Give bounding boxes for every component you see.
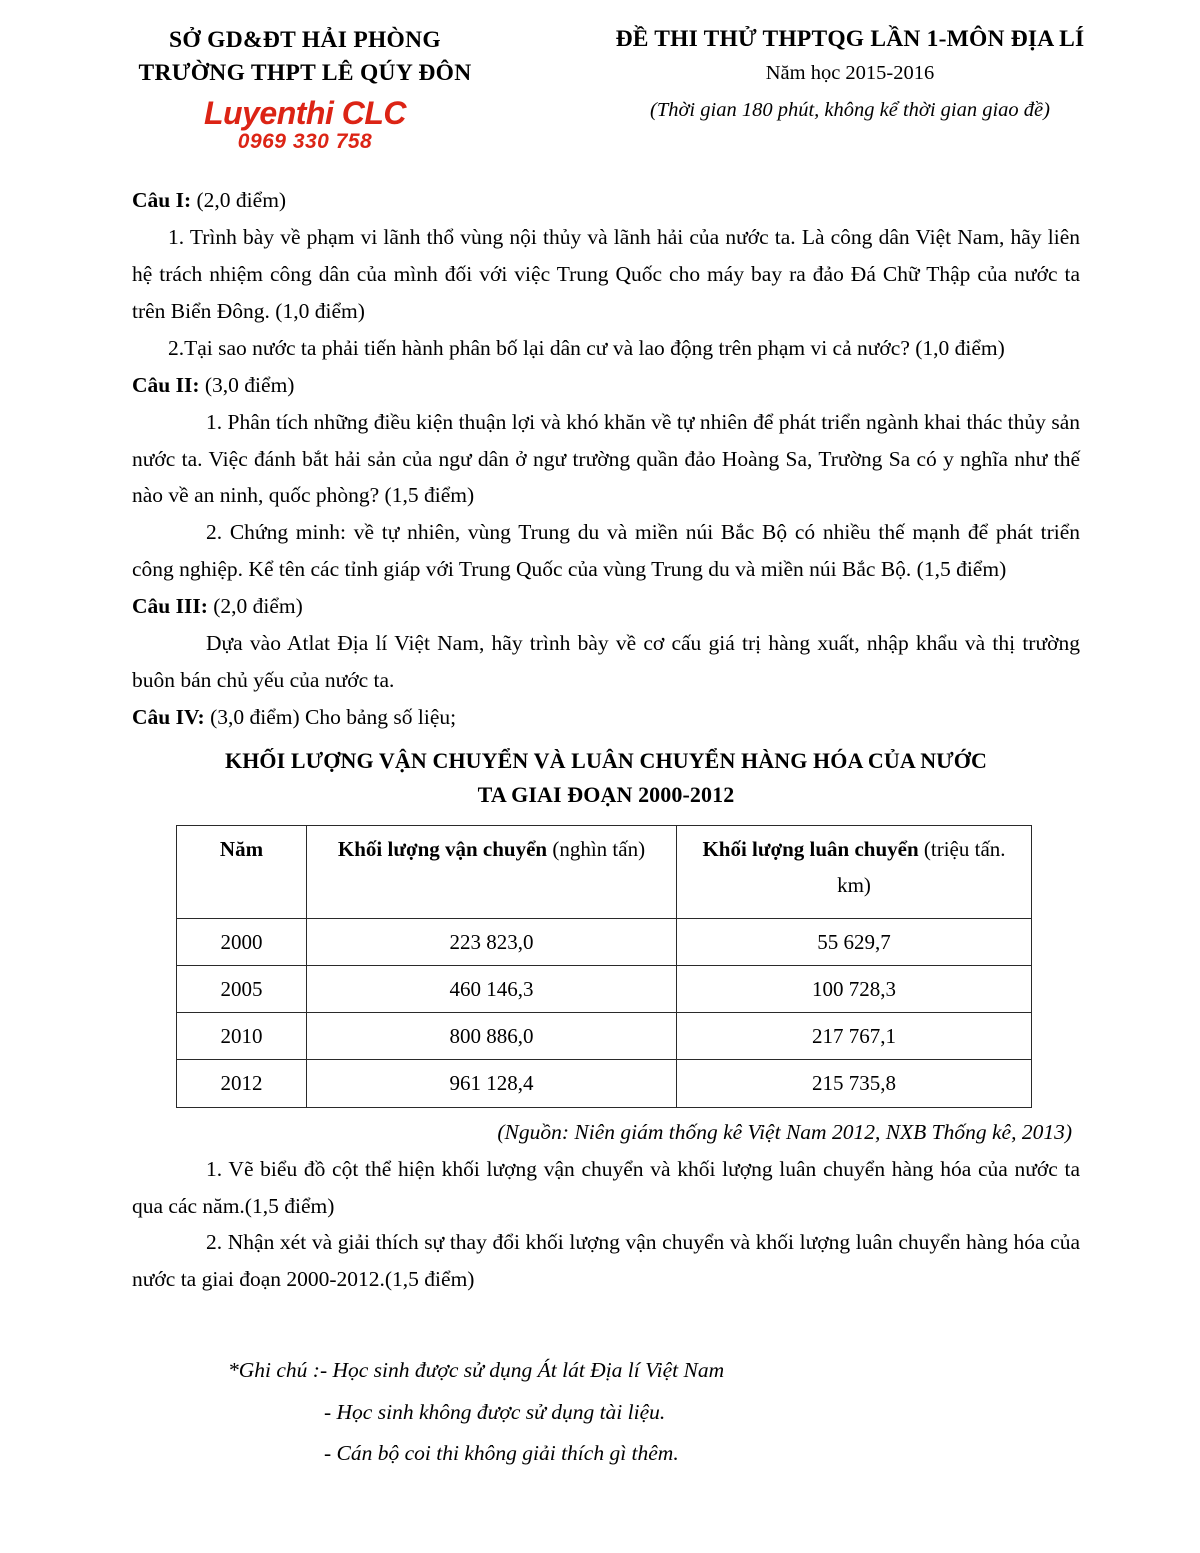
- cell-turnover: 215 735,8: [677, 1060, 1032, 1107]
- exam-title: ĐỀ THI THỬ THPTQG LẦN 1-MÔN ĐỊA LÍ: [615, 26, 1085, 52]
- question-2-points: (3,0 điểm): [199, 372, 295, 397]
- cell-transport: 460 146,3: [307, 966, 677, 1013]
- question-4-heading: [132, 699, 1080, 736]
- data-table-wrapper: [132, 825, 1080, 1107]
- data-table-title-line-1: KHỐI LƯỢNG VẬN CHUYỂN VÀ LUÂN CHUYỂN HÀNG HÓA CỦA NƯỚC: [225, 748, 987, 774]
- note-line-2: - Học sinh không được sử dụng tài liệu.: [324, 1399, 666, 1424]
- department-name: SỞ GD&ĐT HẢI PHÒNG: [169, 27, 441, 53]
- cell-transport: 800 886,0: [307, 1013, 677, 1060]
- table-row: [177, 966, 1032, 1013]
- header-right-block: [540, 24, 1160, 152]
- cell-turnover: 217 767,1: [677, 1013, 1032, 1060]
- question-3-heading: [132, 588, 1080, 625]
- luyenthi-clc-logo: [70, 94, 540, 153]
- cell-year: 2000: [177, 919, 307, 966]
- question-4-item-2: 2. Nhận xét và giải thích sự thay đổi khối lượng vận chuyển và khối lượng luân chuyển hàng hóa của nước ta giai đoạn 2000-2012.(1,5 điểm): [132, 1230, 1080, 1292]
- exam-duration: (Thời gian 180 phút, không kể thời gian giao đề): [650, 99, 1050, 121]
- note-line-3: - Cán bộ coi thi không giải thích gì thêm.: [324, 1440, 679, 1465]
- cell-transport: 223 823,0: [307, 919, 677, 966]
- header-left-block: [40, 24, 540, 152]
- column-header-year-text: Năm: [219, 837, 264, 862]
- school-name: TRƯỜNG THPT LÊ QÚY ĐÔN: [138, 60, 472, 87]
- question-1-points: (2,0 điểm): [191, 187, 287, 212]
- question-3-label: Câu III:: [132, 594, 208, 619]
- column-header-transport: [307, 826, 677, 919]
- question-1-item-2: 2.Tại sao nước ta phải tiến hành phân bố lại dân cư và lao động trên phạm vi cả nước? (1,0 điểm): [168, 335, 1005, 360]
- table-row: [177, 919, 1032, 966]
- question-2-label: Câu II:: [132, 372, 200, 397]
- cell-transport: 961 128,4: [307, 1060, 677, 1107]
- cell-year: 2005: [177, 966, 307, 1013]
- question-1-label: Câu I:: [132, 187, 192, 212]
- question-2-heading: [132, 367, 1080, 404]
- cell-year: 2012: [177, 1060, 307, 1107]
- logo-phone-number: 0969 330 758: [237, 129, 373, 153]
- column-header-transport-unit: (nghìn tấn): [547, 837, 646, 862]
- question-1-heading: [132, 182, 1080, 219]
- question-1-item-1: 1. Trình bày về phạm vi lãnh thổ vùng nội thủy và lãnh hải của nước ta. Là công dân Việt Nam, hãy liên hệ trách nhiệm công dân của mình đối với việc Trung Quốc cho máy bay ra đảo Đá Chữ Thập của nước ta trên Biển Đông. (1,0 điểm): [132, 224, 1080, 323]
- question-4-item-1: 1. Vẽ biểu đồ cột thể hiện khối lượng vận chuyển và khối lượng luân chuyển hàng hóa của nước ta qua các năm.(1,5 điểm): [132, 1156, 1080, 1218]
- question-3-item-1: Dựa vào Atlat Địa lí Việt Nam, hãy trình bày về cơ cấu giá trị hàng xuất, nhập khẩu và thị trường buôn bán chủ yếu của nước ta.: [132, 631, 1080, 693]
- table-row: [177, 1060, 1032, 1107]
- question-3-points: (2,0 điểm): [207, 594, 303, 619]
- cell-year: 2010: [177, 1013, 307, 1060]
- question-4-label: Câu IV:: [132, 705, 205, 730]
- school-year: Năm học 2015-2016: [765, 62, 935, 84]
- document-header: [0, 0, 1200, 152]
- exam-notes: [132, 1350, 1080, 1474]
- question-4-points: (3,0 điểm) Cho bảng số liệu;: [204, 705, 457, 730]
- table-header-row: [177, 826, 1032, 919]
- table-row: [177, 1013, 1032, 1060]
- logo-wordmark: Luyenthi CLC: [204, 94, 406, 131]
- data-table-title: [132, 744, 1080, 811]
- data-table-title-line-2: TA GIAI ĐOẠN 2000-2012: [477, 781, 735, 807]
- cell-turnover: 55 629,7: [677, 919, 1032, 966]
- note-line-1: *Ghi chú :- Học sinh được sử dụng Át lát Địa lí Việt Nam: [228, 1358, 725, 1383]
- column-header-transport-bold: Khối lượng vận chuyển: [337, 837, 548, 862]
- freight-data-table: [176, 825, 1032, 1107]
- question-2-item-1: 1. Phân tích những điều kiện thuận lợi và khó khăn về tự nhiên để phát triển ngành khai thác thủy sản nước ta. Việc đánh bắt hải sản của ngư dân ở ngư trường quần đảo Hoàng Sa, Trường Sa có y nghĩa như thế nào về an ninh, quốc phòng? (1,5 điểm): [132, 409, 1080, 508]
- table-source-note: (Nguồn: Niên giám thống kê Việt Nam 2012, NXB Thống kê, 2013): [497, 1119, 1072, 1144]
- cell-turnover: 100 728,3: [677, 966, 1032, 1013]
- column-header-turnover-bold: Khối lượng luân chuyển: [702, 837, 919, 862]
- column-header-year: [177, 826, 307, 919]
- column-header-turnover: [677, 826, 1032, 919]
- question-2-item-2: 2. Chứng minh: về tự nhiên, vùng Trung du và miền núi Bắc Bộ có nhiều thế mạnh để phát triển công nghiệp. Kể tên các tỉnh giáp với Trung Quốc của vùng Trung du và miền núi Bắc Bộ. (1,5 điểm): [132, 520, 1080, 582]
- exam-body: [0, 182, 1200, 1474]
- column-header-turnover-unit: (triệu tấn. km): [837, 837, 1006, 898]
